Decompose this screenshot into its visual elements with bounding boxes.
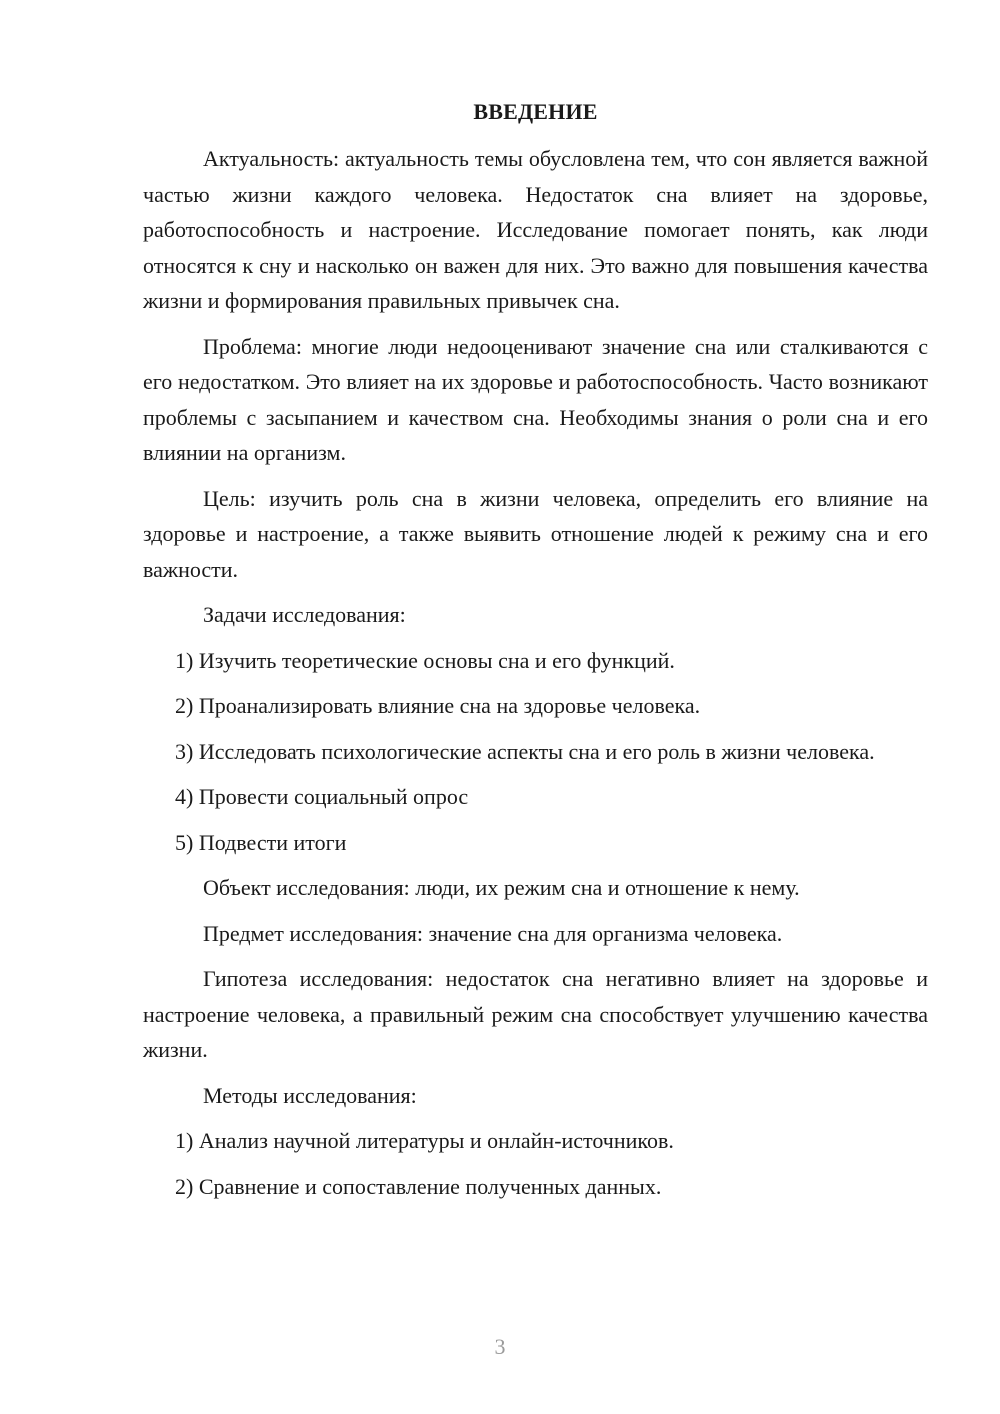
paragraph-problem: Проблема: многие люди недооценивают значение сна или сталкиваются с его недостатком. Это влияет на их здоровье и работоспособность. Часто возникают проблемы с засыпанием и качеством сна. Необходимы знания о роли сна и его влиянии на организм. xyxy=(143,333,928,465)
page-content xyxy=(143,94,928,1214)
task-item-1: 1) Изучить теоретические основы сна и его функций. xyxy=(175,647,675,673)
paragraph-object: Объект исследования: люди, их режим сна и отношение к нему. xyxy=(203,875,800,900)
method-item-1: 1) Анализ научной литературы и онлайн-источников. xyxy=(175,1128,674,1153)
paragraph-subject: Предмет исследования: значение сна для организма человека. xyxy=(203,920,783,946)
task-item-3: 3) Исследовать психологические аспекты сна и его роль в жизни человека. xyxy=(175,738,875,764)
paragraph-hypothesis: Гипотеза исследования: недостаток сна негативно влияет на здоровье и настроение человека, а правильный режим сна способствует улучшению качества жизни. xyxy=(143,966,928,1062)
paragraph-goal: Цель: изучить роль сна в жизни человека, определить его влияние на здоровье и настроение, а также выявить отношение людей к режиму сна и его важности. xyxy=(143,485,928,582)
task-item-5: 5) Подвести итоги xyxy=(175,829,347,855)
method-item-2: 2) Сравнение и сопоставление полученных данных. xyxy=(175,1173,662,1199)
page-number: 3 xyxy=(494,1334,506,1359)
paragraph-tasks-heading: Задачи исследования: xyxy=(203,602,406,627)
task-item-4: 4) Провести социальный опрос xyxy=(175,784,469,809)
section-title: ВВЕДЕНИЕ xyxy=(473,99,598,124)
paragraph-methods-heading: Методы исследования: xyxy=(203,1082,417,1108)
task-item-2: 2) Проанализировать влияние сна на здоровье человека. xyxy=(175,693,701,718)
paragraph-relevance: Актуальность: актуальность темы обусловлена тем, что сон является важной частью жизни каждого человека. Недостаток сна влияет на здоровье, работоспособность и настроение. Исследование помогает понять, как люди относятся к сну и насколько он важен для них. Это важно для повышения качества жизни и формирования правильных привычек сна. xyxy=(143,146,928,313)
